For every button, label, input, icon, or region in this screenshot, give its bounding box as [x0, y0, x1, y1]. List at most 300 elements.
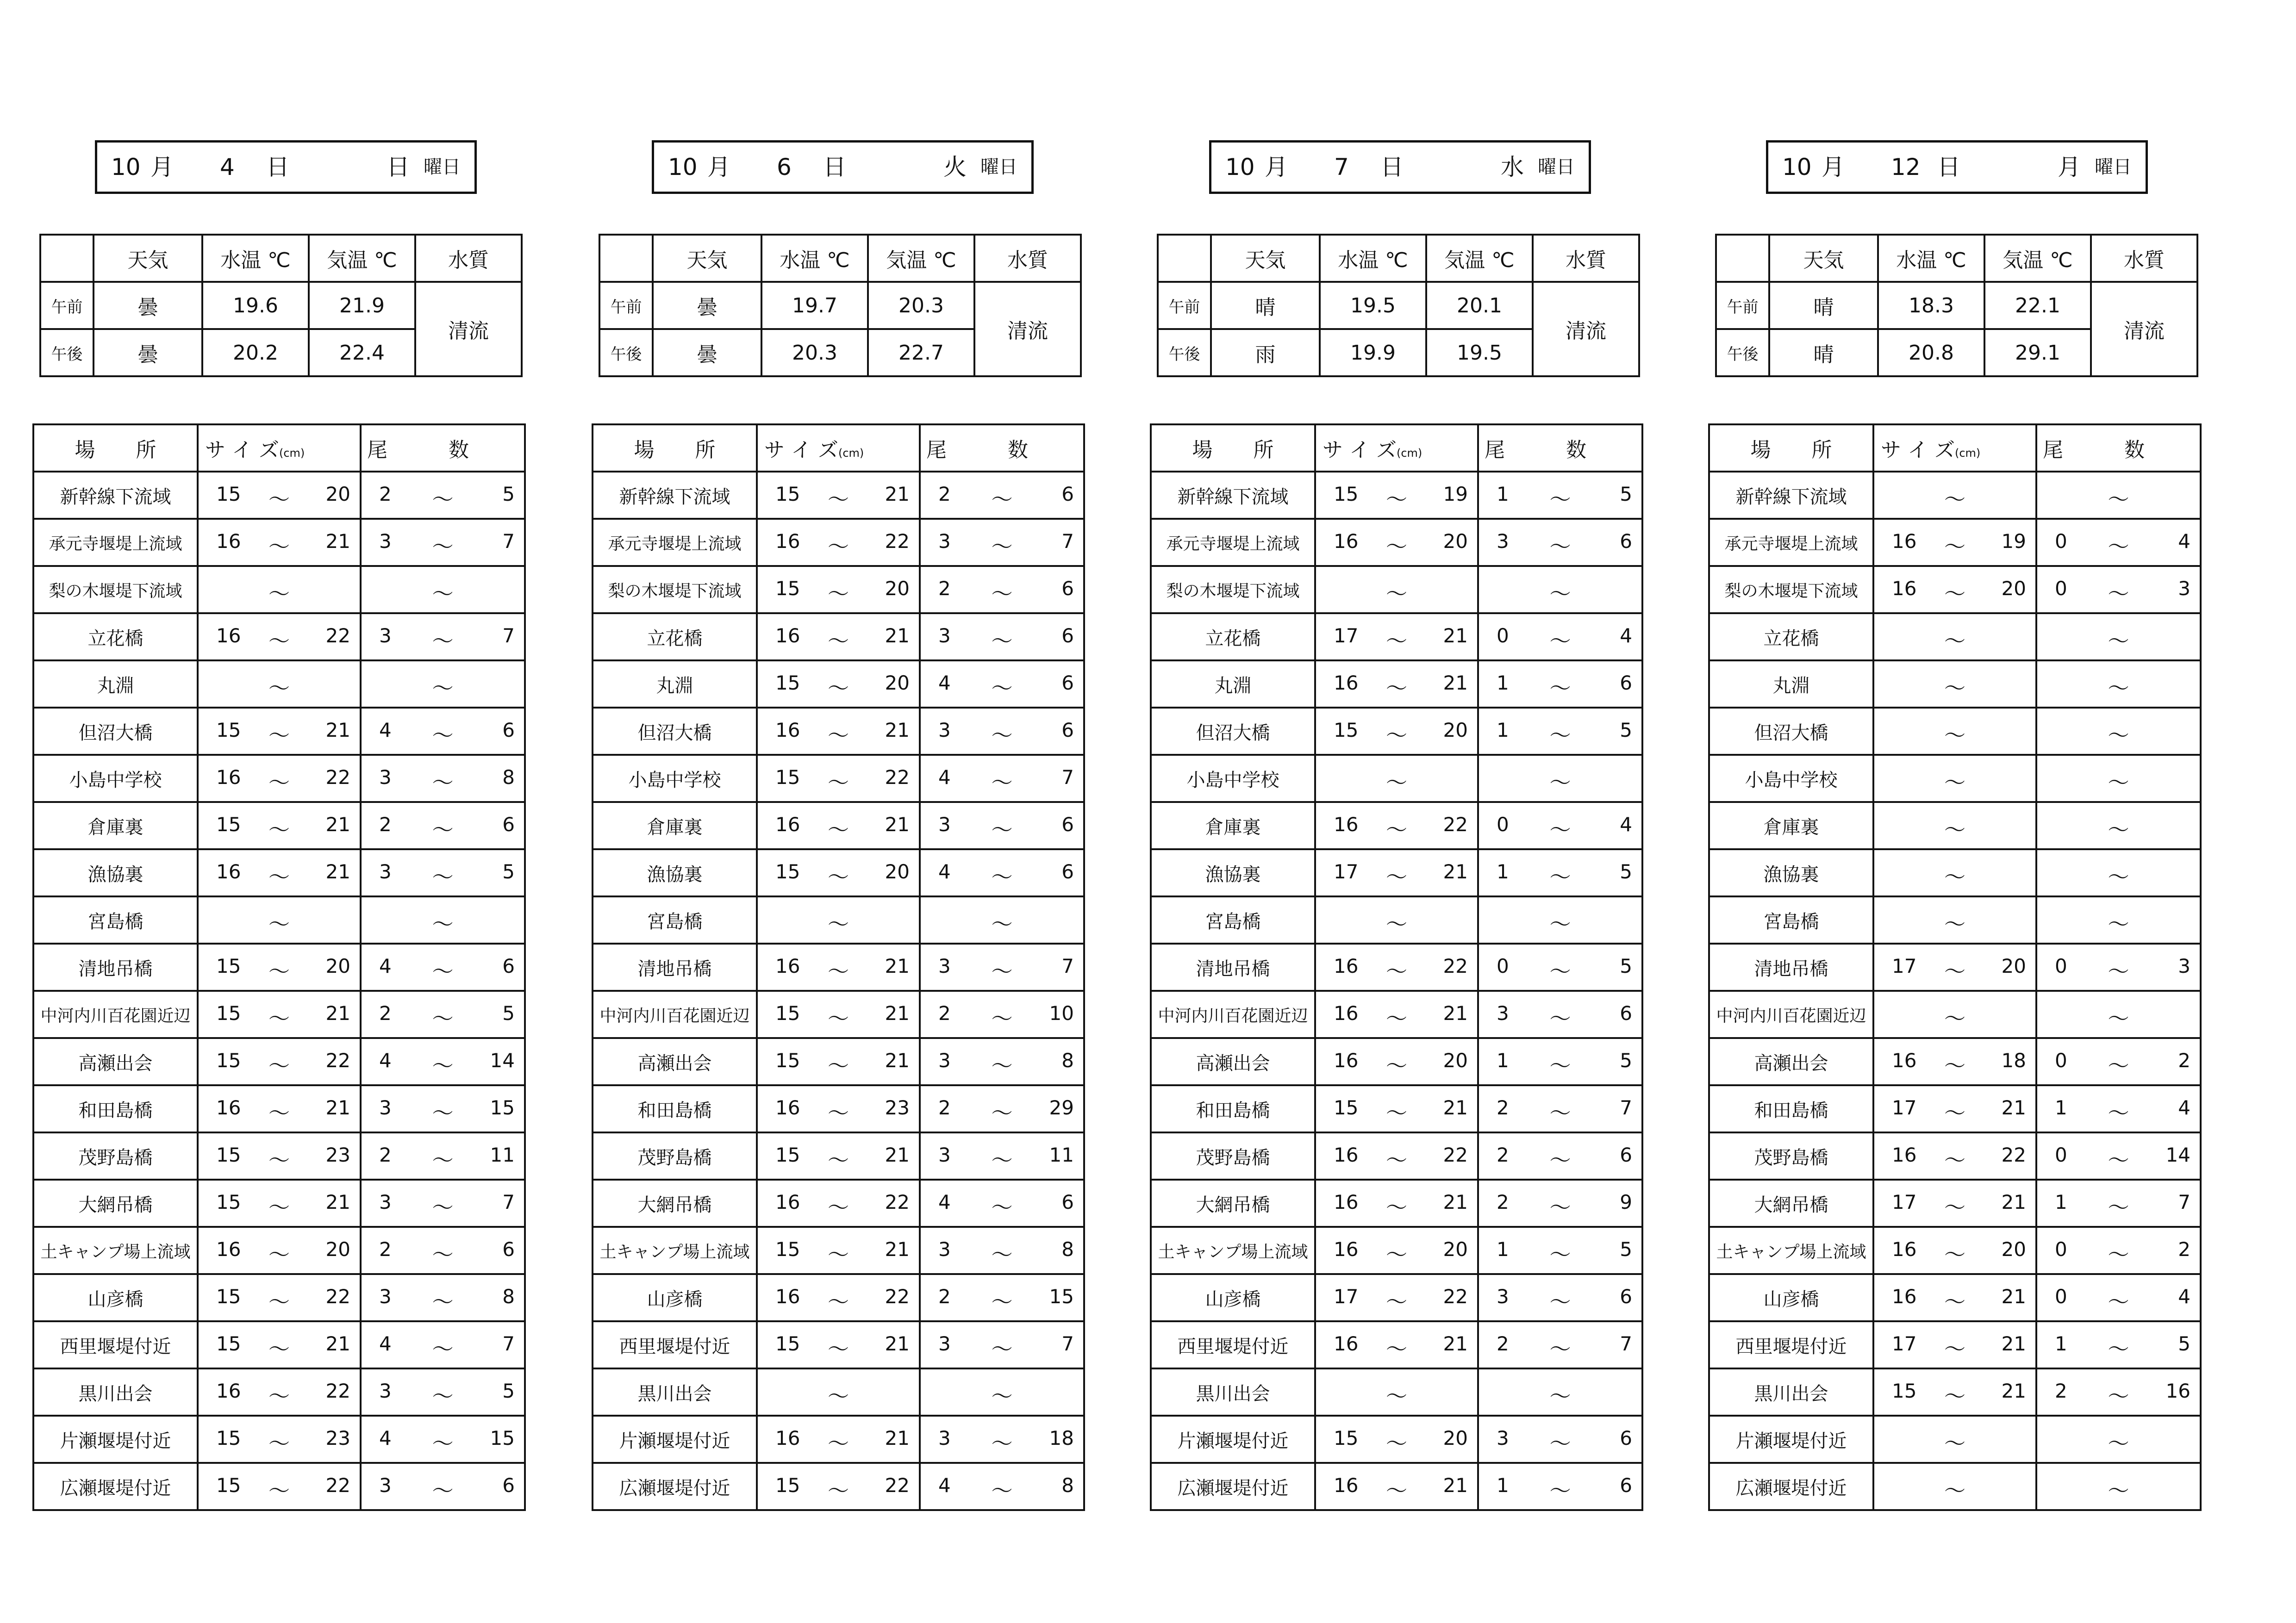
table-row	[1709, 849, 2201, 896]
day-unit: 日	[1937, 154, 1960, 180]
air-temp-header: 気温 ℃	[1426, 235, 1533, 282]
table-row	[1151, 1416, 1642, 1463]
count-range	[361, 944, 525, 991]
location-name: 宮島橋	[1709, 896, 1873, 944]
am-weather: 曇	[653, 282, 761, 329]
air-temp-header: 気温 ℃	[1984, 235, 2091, 282]
table-row	[1709, 1321, 2201, 1368]
count-range	[1478, 1180, 1642, 1227]
range-tilde: 〜	[1386, 1242, 1407, 1267]
size-max: 20	[325, 1238, 350, 1261]
table-row	[1151, 849, 1642, 896]
count-header: 尾 数	[361, 424, 525, 472]
water-quality-value: 清流	[974, 282, 1081, 376]
am-water-temp: 19.5	[1320, 282, 1426, 329]
count-range	[2036, 472, 2201, 519]
table-row	[593, 802, 1084, 849]
weather-table	[39, 234, 523, 377]
range-tilde: 〜	[828, 581, 849, 606]
range-tilde: 〜	[1549, 1195, 1571, 1220]
pm-air-temp: 29.1	[1984, 329, 2091, 376]
weekday-value: 水	[1501, 154, 1524, 180]
size-range	[198, 1132, 361, 1180]
size-unit: (cm)	[838, 447, 864, 460]
pm-weather: 晴	[1769, 329, 1878, 376]
size-min: 15	[775, 1474, 800, 1497]
size-range	[198, 660, 361, 708]
size-range	[1873, 1368, 2036, 1416]
table-row	[593, 896, 1084, 944]
range-tilde: 〜	[1944, 1431, 1965, 1456]
count-range	[920, 1132, 1084, 1180]
count-range	[2036, 1274, 2201, 1321]
count-range	[361, 1321, 525, 1368]
range-tilde: 〜	[1386, 676, 1407, 701]
range-tilde: 〜	[268, 581, 290, 606]
size-range	[198, 849, 361, 896]
count-min: 1	[1497, 1474, 1509, 1497]
location-name: 山彦橋	[1709, 1274, 1873, 1321]
location-name: 西里堰堤付近	[33, 1321, 198, 1368]
count-range	[361, 660, 525, 708]
count-max: 5	[2178, 1332, 2190, 1355]
size-range	[757, 519, 920, 566]
table-row	[1709, 944, 2201, 991]
count-range	[920, 1180, 1084, 1227]
place-header: 場 所	[593, 424, 757, 472]
table-row	[1151, 566, 1642, 613]
range-tilde: 〜	[991, 1006, 1013, 1031]
count-max: 8	[502, 766, 515, 789]
pm-air-temp: 22.4	[309, 329, 415, 376]
range-tilde: 〜	[1386, 581, 1407, 606]
count-range	[361, 519, 525, 566]
location-name: 和田島橋	[33, 1085, 198, 1132]
am-weather: 晴	[1769, 282, 1878, 329]
location-name: 清地吊橋	[593, 944, 757, 991]
range-tilde: 〜	[1549, 959, 1571, 984]
range-tilde: 〜	[432, 676, 454, 701]
size-range	[1873, 1274, 2036, 1321]
table-row	[33, 1038, 525, 1085]
count-range	[361, 802, 525, 849]
size-max: 21	[885, 1238, 910, 1261]
date-box	[652, 140, 1034, 194]
size-max: 21	[325, 1002, 350, 1025]
count-max: 7	[2178, 1191, 2190, 1213]
count-min: 4	[938, 1474, 951, 1497]
range-tilde: 〜	[268, 1195, 290, 1220]
table-row	[593, 1038, 1084, 1085]
size-range	[198, 708, 361, 755]
count-range	[1478, 708, 1642, 755]
size-max: 20	[1443, 1427, 1468, 1449]
size-min: 15	[775, 672, 800, 694]
count-max: 3	[2178, 955, 2190, 977]
range-tilde: 〜	[828, 770, 849, 795]
pm-label: 午後	[1158, 329, 1211, 376]
count-max: 5	[502, 1380, 515, 1402]
table-row	[33, 1085, 525, 1132]
size-range	[1315, 519, 1478, 566]
size-max: 22	[1443, 955, 1468, 977]
size-max: 22	[325, 1049, 350, 1072]
table-row	[1151, 1227, 1642, 1274]
corner-cell	[1158, 235, 1211, 282]
range-tilde: 〜	[1386, 1101, 1407, 1126]
range-tilde: 〜	[268, 1148, 290, 1173]
count-max: 5	[502, 860, 515, 883]
weekday-value: 日	[387, 154, 410, 180]
count-max: 7	[1061, 1332, 1074, 1355]
count-max: 5	[1620, 1049, 1632, 1072]
count-range	[361, 1038, 525, 1085]
range-tilde: 〜	[268, 912, 290, 937]
date-box	[95, 140, 477, 194]
range-tilde: 〜	[1944, 1195, 1965, 1220]
location-name: 黒川出会	[33, 1368, 198, 1416]
size-max: 22	[885, 1191, 910, 1213]
weather-header: 天気	[1211, 235, 1320, 282]
count-min: 3	[1497, 1285, 1509, 1308]
count-range	[920, 944, 1084, 991]
count-range	[920, 1085, 1084, 1132]
count-range	[1478, 1274, 1642, 1321]
count-max: 7	[1061, 955, 1074, 977]
count-range	[1478, 896, 1642, 944]
location-name: 但沼大橋	[1709, 708, 1873, 755]
range-tilde: 〜	[2108, 1242, 2129, 1267]
count-min: 4	[938, 860, 951, 883]
size-range	[198, 1274, 361, 1321]
size-max: 21	[1443, 1332, 1468, 1355]
range-tilde: 〜	[2108, 864, 2129, 889]
count-min: 3	[379, 1474, 392, 1497]
table-row	[593, 708, 1084, 755]
count-range	[920, 1368, 1084, 1416]
table-row	[33, 896, 525, 944]
location-name: 和田島橋	[593, 1085, 757, 1132]
size-max: 21	[885, 955, 910, 977]
location-name: 黒川出会	[593, 1368, 757, 1416]
month-value: 10	[1225, 154, 1255, 180]
count-range	[1478, 1321, 1642, 1368]
range-tilde: 〜	[828, 1101, 849, 1126]
count-range	[920, 896, 1084, 944]
table-row	[33, 1132, 525, 1180]
size-max: 22	[325, 766, 350, 789]
count-range	[1478, 519, 1642, 566]
table-row	[1709, 472, 2201, 519]
water-quality-header: 水質	[2091, 235, 2197, 282]
range-tilde: 〜	[2108, 1195, 2129, 1220]
size-min: 15	[1334, 1096, 1359, 1119]
location-name: 漁協裏	[1151, 849, 1315, 896]
size-max: 19	[2001, 530, 2026, 553]
count-max: 8	[502, 1285, 515, 1308]
table-row	[593, 1416, 1084, 1463]
range-tilde: 〜	[991, 1101, 1013, 1126]
weather-table	[1715, 234, 2198, 377]
water-quality-value: 清流	[415, 282, 522, 376]
water-quality-header: 水質	[974, 235, 1081, 282]
size-max: 19	[1443, 483, 1468, 505]
count-range	[920, 1274, 1084, 1321]
size-max: 20	[1443, 719, 1468, 741]
count-min: 4	[938, 1191, 951, 1213]
air-temp-header: 気温 ℃	[868, 235, 974, 282]
size-range	[757, 566, 920, 613]
table-row	[33, 849, 525, 896]
range-tilde: 〜	[268, 1337, 290, 1362]
month-unit: 月	[1822, 154, 1845, 180]
size-range	[198, 566, 361, 613]
range-tilde: 〜	[268, 723, 290, 748]
range-tilde: 〜	[991, 487, 1013, 512]
count-max: 6	[1061, 860, 1074, 883]
size-min: 16	[1892, 1144, 1917, 1166]
range-tilde: 〜	[991, 534, 1013, 559]
range-tilde: 〜	[1549, 487, 1571, 512]
size-min: 16	[1334, 1049, 1359, 1072]
location-name: 大網吊橋	[33, 1180, 198, 1227]
size-max: 20	[885, 860, 910, 883]
size-max: 20	[1443, 1049, 1468, 1072]
table-row	[593, 1180, 1084, 1227]
table-row	[1709, 1180, 2201, 1227]
am-label: 午前	[1716, 282, 1769, 329]
size-min: 17	[1892, 1191, 1917, 1213]
am-row	[1158, 282, 1639, 329]
size-max: 21	[885, 719, 910, 741]
count-min: 2	[938, 577, 951, 600]
size-range	[757, 472, 920, 519]
count-max: 7	[502, 624, 515, 647]
size-min: 16	[1892, 1238, 1917, 1261]
count-range	[361, 755, 525, 802]
count-min: 2	[1497, 1332, 1509, 1355]
size-min: 16	[1892, 577, 1917, 600]
location-name: 土キャンプ場上流域	[593, 1227, 757, 1274]
count-min: 3	[379, 1380, 392, 1402]
size-max: 22	[325, 1380, 350, 1402]
am-water-temp: 18.3	[1878, 282, 1984, 329]
site-header-row	[1709, 424, 2201, 472]
range-tilde: 〜	[432, 1242, 454, 1267]
weather-header-row	[1158, 235, 1639, 282]
count-min: 0	[2055, 1238, 2067, 1261]
table-row	[593, 1463, 1084, 1510]
count-range	[361, 849, 525, 896]
location-name: 高瀬出会	[593, 1038, 757, 1085]
range-tilde: 〜	[2108, 1431, 2129, 1456]
table-row	[1151, 1132, 1642, 1180]
location-name: 宮島橋	[1151, 896, 1315, 944]
range-tilde: 〜	[991, 912, 1013, 937]
count-max: 8	[1061, 1049, 1074, 1072]
location-name: 土キャンプ場上流域	[1709, 1227, 1873, 1274]
table-row	[593, 944, 1084, 991]
range-tilde: 〜	[1386, 628, 1407, 653]
range-tilde: 〜	[432, 1006, 454, 1031]
count-range	[2036, 1180, 2201, 1227]
table-row	[1151, 1085, 1642, 1132]
count-min: 2	[379, 813, 392, 836]
weekday-unit: 曜日	[424, 156, 461, 178]
count-max: 6	[1620, 1144, 1632, 1166]
range-tilde: 〜	[1944, 864, 1965, 889]
size-range	[1873, 1416, 2036, 1463]
range-tilde: 〜	[268, 628, 290, 653]
size-min: 16	[216, 530, 241, 553]
size-min: 15	[216, 1427, 241, 1449]
weather-header: 天気	[94, 235, 202, 282]
table-row	[1151, 755, 1642, 802]
range-tilde: 〜	[1944, 1053, 1965, 1078]
size-header-label: サ イ ズ	[205, 438, 279, 462]
size-range	[1315, 849, 1478, 896]
count-range	[2036, 1416, 2201, 1463]
size-range	[1873, 472, 2036, 519]
location-name: 茂野島橋	[593, 1132, 757, 1180]
range-tilde: 〜	[268, 1289, 290, 1314]
count-min: 3	[1497, 1427, 1509, 1449]
range-tilde: 〜	[1386, 1478, 1407, 1503]
range-tilde: 〜	[991, 1431, 1013, 1456]
count-range	[1478, 802, 1642, 849]
size-max: 21	[885, 624, 910, 647]
count-max: 11	[1049, 1144, 1074, 1166]
range-tilde: 〜	[1549, 1101, 1571, 1126]
size-min: 15	[216, 483, 241, 505]
size-max: 21	[885, 1002, 910, 1025]
air-temp-header: 気温 ℃	[309, 235, 415, 282]
range-tilde: 〜	[268, 1101, 290, 1126]
table-row	[1151, 613, 1642, 660]
range-tilde: 〜	[1944, 628, 1965, 653]
count-min: 0	[2055, 530, 2067, 553]
size-min: 16	[216, 860, 241, 883]
count-range	[2036, 1132, 2201, 1180]
size-range	[198, 1180, 361, 1227]
site-header-row	[33, 424, 525, 472]
location-name: 梨の木堰堤下流域	[33, 566, 198, 613]
location-name: 立花橋	[593, 613, 757, 660]
table-row	[33, 991, 525, 1038]
count-range	[920, 755, 1084, 802]
range-tilde: 〜	[1549, 676, 1571, 701]
day-value: 7	[1334, 154, 1349, 180]
count-range	[2036, 1085, 2201, 1132]
am-air-temp: 21.9	[309, 282, 415, 329]
size-min: 15	[216, 1002, 241, 1025]
count-min: 3	[379, 1285, 392, 1308]
range-tilde: 〜	[432, 770, 454, 795]
size-max: 21	[1443, 1096, 1468, 1119]
count-min: 4	[379, 1332, 392, 1355]
range-tilde: 〜	[268, 676, 290, 701]
weather-header: 天気	[1769, 235, 1878, 282]
am-label: 午前	[40, 282, 94, 329]
count-min: 2	[379, 1144, 392, 1166]
size-range	[198, 1463, 361, 1510]
location-name: 和田島橋	[1709, 1085, 1873, 1132]
count-range	[1478, 613, 1642, 660]
pm-weather: 曇	[653, 329, 761, 376]
size-range	[1873, 660, 2036, 708]
count-max: 2	[2178, 1238, 2190, 1261]
range-tilde: 〜	[1549, 770, 1571, 795]
count-max: 4	[2178, 1285, 2190, 1308]
count-max: 7	[1061, 766, 1074, 789]
range-tilde: 〜	[991, 1384, 1013, 1409]
size-max: 22	[325, 1285, 350, 1308]
range-tilde: 〜	[2108, 1337, 2129, 1362]
site-header-row	[1151, 424, 1642, 472]
range-tilde: 〜	[2108, 1148, 2129, 1173]
location-name: 中河内川百花園近辺	[593, 991, 757, 1038]
location-name: 片瀬堰堤付近	[1151, 1416, 1315, 1463]
table-row	[1709, 519, 2201, 566]
table-row	[593, 1321, 1084, 1368]
table-row	[1151, 1463, 1642, 1510]
table-row	[1709, 1274, 2201, 1321]
weather-table	[599, 234, 1082, 377]
count-max: 6	[502, 719, 515, 741]
count-min: 3	[379, 1191, 392, 1213]
range-tilde: 〜	[1944, 1242, 1965, 1267]
table-row	[33, 755, 525, 802]
size-min: 16	[1334, 813, 1359, 836]
size-range	[757, 896, 920, 944]
size-max: 21	[885, 1144, 910, 1166]
table-row	[33, 802, 525, 849]
table-row	[1709, 991, 2201, 1038]
range-tilde: 〜	[268, 1006, 290, 1031]
size-range	[757, 1038, 920, 1085]
range-tilde: 〜	[1386, 1337, 1407, 1362]
location-name: 片瀬堰堤付近	[593, 1416, 757, 1463]
site-table	[32, 423, 526, 1511]
count-max: 2	[2178, 1049, 2190, 1072]
date-box	[1766, 140, 2148, 194]
location-name: 高瀬出会	[33, 1038, 198, 1085]
location-name: 但沼大橋	[593, 708, 757, 755]
count-range	[920, 1227, 1084, 1274]
count-min: 1	[1497, 860, 1509, 883]
day-unit: 日	[266, 154, 289, 180]
count-max: 6	[1620, 1285, 1632, 1308]
table-row	[593, 472, 1084, 519]
day-unit: 日	[1380, 154, 1404, 180]
range-tilde: 〜	[2108, 1053, 2129, 1078]
count-min: 2	[1497, 1144, 1509, 1166]
size-min: 15	[775, 1332, 800, 1355]
count-range	[361, 613, 525, 660]
count-range	[2036, 944, 2201, 991]
size-max: 21	[325, 1096, 350, 1119]
count-max: 7	[1061, 530, 1074, 553]
range-tilde: 〜	[268, 487, 290, 512]
size-range	[1315, 896, 1478, 944]
size-min: 17	[1892, 1332, 1917, 1355]
place-header: 場 所	[1709, 424, 1873, 472]
size-max: 21	[1443, 1002, 1468, 1025]
range-tilde: 〜	[991, 1242, 1013, 1267]
count-range	[920, 519, 1084, 566]
location-name: 立花橋	[1709, 613, 1873, 660]
location-name: 丸淵	[1709, 660, 1873, 708]
